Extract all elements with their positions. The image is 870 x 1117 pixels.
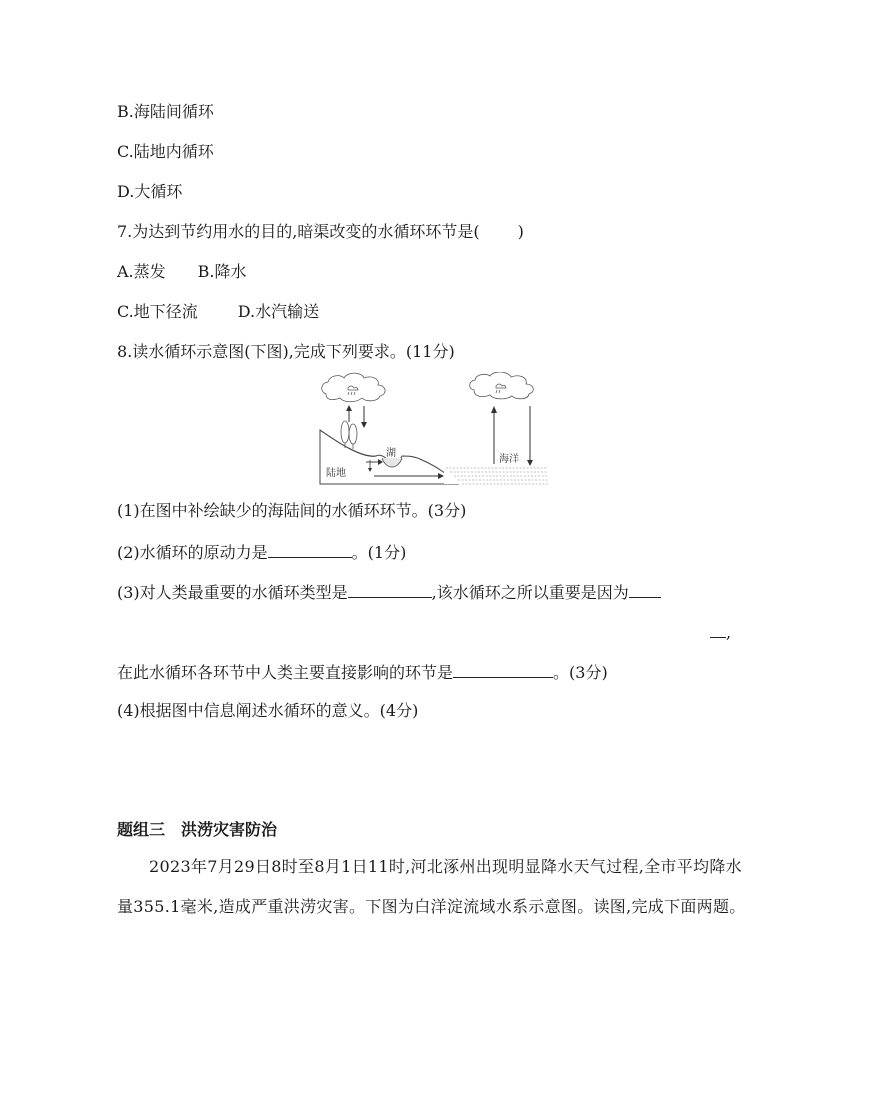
q7-option-b: B.降水: [197, 262, 247, 281]
q8-sub2-pre: (2)水循环的原动力是: [117, 543, 268, 562]
question-8-stem: 8.读水循环示意图(下图),完成下列要求。(11分): [117, 342, 455, 361]
tree-icon: [341, 421, 349, 443]
question-7-stem: [117, 222, 524, 242]
label-land: 陆地: [326, 468, 346, 479]
option-6b: B.海陆间循环: [117, 102, 214, 121]
q8-sub2: [117, 541, 406, 563]
label-lake: 湖: [386, 448, 396, 459]
label-ocean: 海洋: [499, 454, 519, 465]
option-6c: C.陆地内循环: [117, 142, 214, 161]
q8-sub3-cont-end: ,: [726, 623, 732, 642]
answer-blank[interactable]: [348, 581, 432, 598]
tree-icon: [349, 424, 357, 444]
water-cycle-diagram: [318, 372, 552, 488]
lake: [382, 458, 402, 467]
answer-blank[interactable]: [710, 621, 726, 638]
q7-options-row1: [117, 262, 247, 282]
q8-sub3: [117, 581, 661, 603]
answer-blank[interactable]: [629, 581, 661, 598]
group-3-heading: 题组三 洪涝灾害防治: [117, 820, 278, 839]
q8-sub4: (4)根据图中信息阐述水循环的意义。(4分): [117, 701, 419, 720]
q7-options-row2: [117, 302, 319, 322]
land-cloud-rain-icon: [348, 386, 358, 395]
q7-option-a: A.蒸发: [117, 262, 166, 281]
q7-stem-text: 7.为达到节约用水的目的,暗渠改变的水循环环节是(: [117, 222, 480, 241]
q8-sub3-mid: ,该水循环之所以重要是因为: [431, 583, 629, 602]
q8-sub3-continuation: [710, 621, 731, 643]
answer-blank[interactable]: [268, 541, 352, 558]
q8-sub1: (1)在图中补绘缺少的海陆间的水循环环节。(3分): [117, 501, 467, 520]
land-slope-line: [320, 430, 376, 456]
q8-sub3-line2-post: 。(3分): [553, 663, 608, 682]
group-3-paragraph: [117, 847, 757, 927]
q7-option-d: D.水汽输送: [237, 302, 320, 321]
option-6d: D.大循环: [117, 182, 183, 201]
q7-stem-close: ): [517, 222, 524, 241]
group-3-paragraph-text: 2023年7月29日8时至8月1日11时,河北涿州出现明显降水天气过程,全市平均降水量355.1毫米,造成严重洪涝灾害。下图为白洋淀流域水系示意图。读图,完成下面两题。: [117, 857, 746, 916]
ocean-cloud-rain-icon: [496, 384, 506, 393]
answer-blank[interactable]: [453, 661, 553, 678]
q7-option-c: C.地下径流: [117, 302, 198, 321]
q8-sub2-post: 。(1分): [351, 543, 407, 562]
q8-sub3-line2-pre: 在此水循环各环节中人类主要直接影响的环节是: [117, 663, 454, 682]
q8-sub3-pre: (3)对人类最重要的水循环类型是: [117, 583, 348, 602]
q8-sub3-line2: [117, 661, 608, 683]
